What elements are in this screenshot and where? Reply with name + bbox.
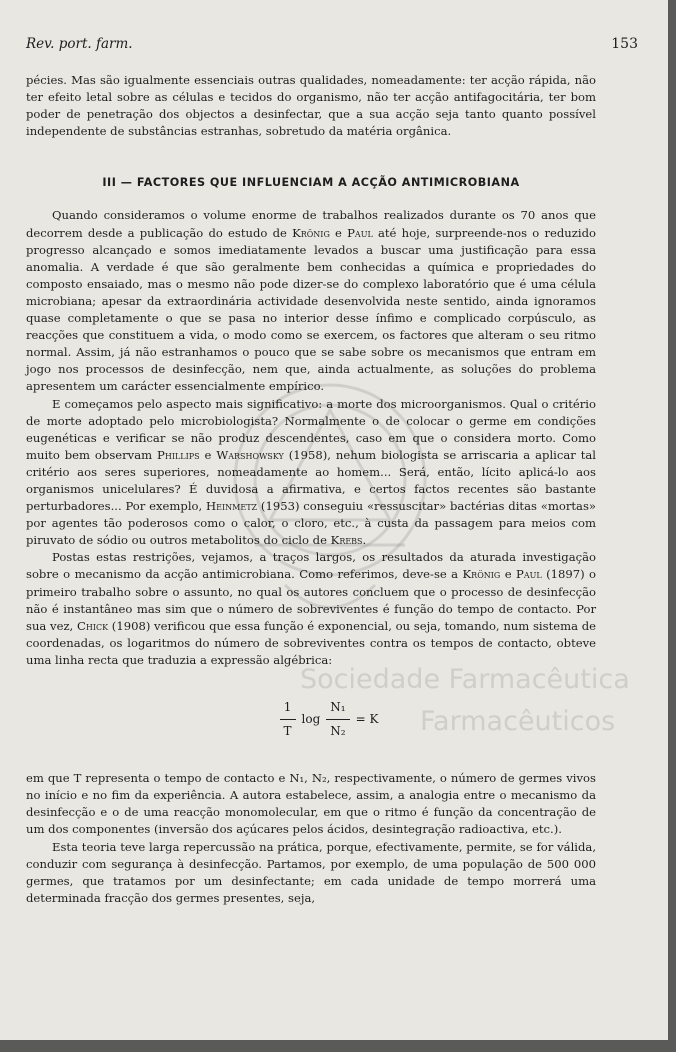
intro-paragraph: pécies. Mas são igualmente essenciais outras qualidades, nomeadamente: ter acção rápida, não ter efeito letal sobre as células e tecidos do organismo, não ter acção antifagocitária, ter bom poder de penetração dos objectos a desinfectar, que a sua acção seja tanto quanto possível independente de substâncias estranhas, sobretudo da matéria orgânica.: [26, 73, 596, 139]
paragraph-3: Postas estas restrições, vejamos, a traços largos, os resultados da aturada investigação sobre o mecanismo da acção antimicrobiana. Como referimos, deve-se a Krönig e Paul (1897) o primeiro trabalho sobre o assunto, no qual os autores concluem que o processo de desinfecção não é instantâneo mas sim que o número de sobreviventes é função do tempo de contacto. Por sua vez, Chick (1908) verificou que essa função é exponencial, ou seja, tomando, num sistema de coordenadas, os logaritmos do número de sobreviventes contra os tempos de contacto, obteve uma linha recta que traduzia a expressão algébrica:: [26, 550, 597, 667]
chick-formula: [62, 699, 596, 740]
formula-log: log: [301, 712, 321, 727]
formula-fraction-1-over-t: $\frac{1}{T}$: [280, 699, 296, 740]
running-head: Rev. port. farm.: [26, 36, 133, 52]
page-header: [26, 36, 638, 52]
formula-rhs: = K: [355, 712, 379, 727]
watermark-line-2: Farmacêuticos: [420, 706, 616, 737]
paragraph-1: Quando consideramos o volume enorme de trabalhos realizados durante os 70 anos que decorrem desde a publicação do estudo de Krönig e Paul até hoje, surpreende-nos o reduzido progresso alcançado e somos imediatamente levados a buscar uma justificação para essa anomalia. A verdade é que são geralmente bem conhecidas a química e propriedades do composto ensaiado, mas o mesmo não pode dizer-se do complexo laboratório que é uma célula microbiana; apesar da extraordinária actividade desenvolvida neste sentido, ainda ignoramos quase completamente o que se pasa no interior desse ínfimo e complicado corpúsculo, as reacções que constituem a vida, o modo como se exercem, os factores que alteram o seu ritmo normal. Assim, já não estranhamos o pouco que se sabe sobre os mecanismos que entram em jogo nos processos de desinfecção, nem que, ainda actualmente, as soluções do problema apresentem um carácter essencialmente empírico.: [26, 208, 596, 394]
section-heading: III — FACTORES QUE INFLUENCIAM A ACÇÃO ANTIMICROBIANA: [102, 176, 520, 190]
paragraph-2: E começamos pelo aspecto mais significativo: a morte dos microorganismos. Qual o critério de morte adoptado pelo microbiologista? Normalmente o de colocar o germe em condições eugenéticas e verificar se não produz descendentes, caso em que o considera morto. Como muito bem observam Phillips e Warshowsky (1958), nehum biologista se arriscaria a aplicar tal critério aos seres superiores, nomeadamente ao homem... Será, então, lícito aplicá-lo aos organismos unicelulares? É duvidosa a afirmativa, e certos factos recentes são bastante perturbadores... Por exemplo, Heinmetz (1953) conseguiu «ressuscitar» bactérias ditas «mortas» por agentes tão poderosos como o calor, o cloro, etc., à custa da passagem para meios com piruvato de sódio ou outros metabolitos do ciclo de Krebs.: [26, 396, 597, 548]
paragraph-4: em que T representa o tempo de contacto e N₁, N₂, respectivamente, o número de germes vivos no início e no fim da experiência. A autora estabelece, assim, a analogia entre o mecanismo da desinfecção e o de uma reacção monomolecular, em que o ritmo é função da concentração de um dos componentes (inversão dos açúcares pelos ácidos, desintegração radioactiva, etc.).: [26, 771, 596, 837]
formula-fraction-n1-over-n2: $\frac{\text{N₁}}{\text{N₂}}$: [326, 699, 349, 740]
article-body: [26, 72, 596, 907]
paragraph-5: Esta teoria teve larga repercussão na prática, porque, efectivamente, permite, se for válida, conduzir com segurança à desinfecção. Partamos, por exemplo, de uma população de 500 000 germes, que tratamos por um desinfectante; em cada unidade de tempo morrerá uma determinada fracção dos germes presentes, seja,: [26, 839, 596, 905]
watermark-line-1: Sociedade Farmacêutica: [300, 664, 630, 695]
page-number: 153: [611, 36, 638, 52]
